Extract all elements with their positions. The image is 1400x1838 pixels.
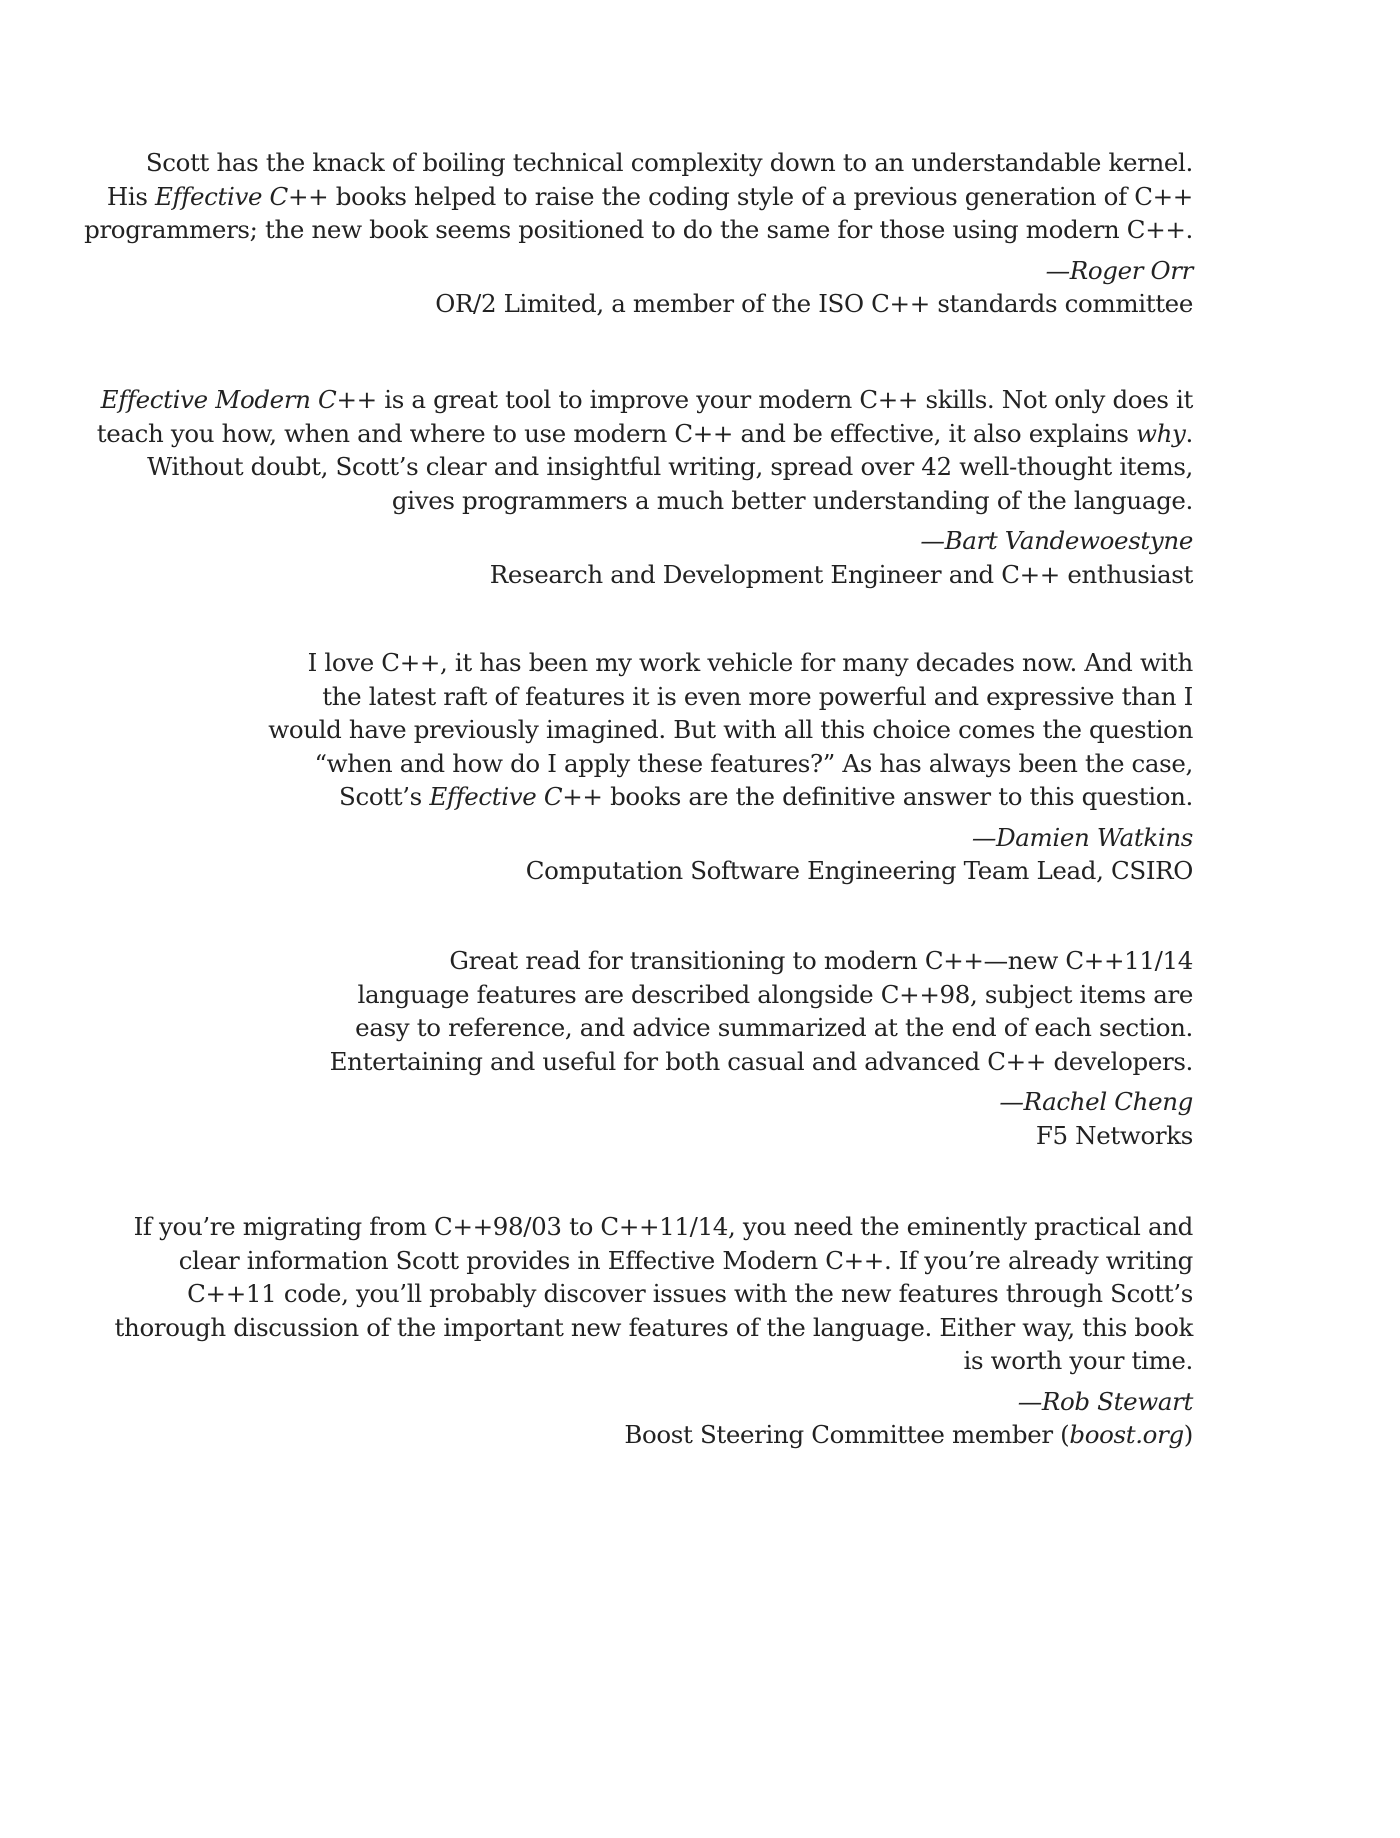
- quote-line: Scott’s Effective C++ books are the definitive answer to this question.: [339, 782, 1193, 811]
- quote-text: [330, 944, 1193, 1078]
- quote-line: gives programmers a much better understanding of the language.: [391, 485, 1193, 515]
- quote-attribution: [268, 821, 1193, 888]
- quote-line: easy to reference, and advice summarized at the end of each section.: [355, 1013, 1193, 1042]
- quote-text: [84, 146, 1193, 247]
- quote-affiliation: OR/2 Limited, a member of the ISO C++ standards committee: [435, 289, 1193, 318]
- quote-line: clear information Scott provides in Effective Modern C++. If you’re already writing: [178, 1245, 1193, 1275]
- quote-line: language features are described alongside C++98, subject items are: [357, 979, 1193, 1009]
- quote-affiliation: Research and Development Engineer and C++ enthusiast: [489, 559, 1193, 589]
- quote-line: programmers; the new book seems positioned to do the same for those using modern C++.: [84, 215, 1193, 244]
- quote-attribution: [97, 524, 1193, 591]
- quote-author: —Rachel Cheng: [999, 1087, 1193, 1116]
- quote-block: [115, 1210, 1193, 1452]
- quote-author: —Bart Vandewoestyne: [920, 526, 1193, 555]
- quote-attribution: [115, 1385, 1193, 1452]
- quote-line: thorough discussion of the important new features of the language. Either way, this book: [114, 1312, 1193, 1342]
- quote-block: [268, 646, 1193, 888]
- quote-affiliation: Boost Steering Committee member (boost.org): [624, 1420, 1193, 1449]
- quote-line: Scott has the knack of boiling technical complexity down to an understandable kernel.: [145, 148, 1193, 177]
- quote-line: I love C++, it has been my work vehicle for many decades now. And with: [307, 648, 1193, 677]
- quote-line: would have previously imagined. But with all this choice comes the question: [268, 715, 1193, 744]
- quote-line: C++11 code, you’ll probably discover issues with the new features through Scott’s: [187, 1279, 1193, 1308]
- quote-author: —Damien Watkins: [971, 822, 1193, 852]
- quote-affiliation: F5 Networks: [1035, 1120, 1193, 1150]
- quote-line: is worth your time.: [963, 1346, 1193, 1375]
- quote-line: Entertaining and useful for both casual and advanced C++ developers.: [329, 1046, 1193, 1076]
- quote-line: the latest raft of features it is even more powerful and expressive than I: [322, 681, 1193, 711]
- quote-line: Effective Modern C++ is a great tool to improve your modern C++ skills. Not only does it: [100, 385, 1193, 414]
- quote-line: His Effective C++ books helped to raise the coding style of a previous generation of C++: [106, 181, 1193, 211]
- quote-text: [97, 383, 1193, 517]
- quote-line: “when and how do I apply these features?” As has always been the case,: [314, 748, 1193, 778]
- quote-author: —Rob Stewart: [1017, 1386, 1193, 1416]
- quote-affiliation: Computation Software Engineering Team Lead, CSIRO: [525, 856, 1193, 885]
- quote-line: teach you how, when and where to use modern C++ and be effective, it also explains why.: [96, 418, 1193, 448]
- quote-attribution: [330, 1085, 1193, 1152]
- quote-block: [97, 383, 1193, 591]
- quote-attribution: [84, 254, 1193, 321]
- quote-line: Without doubt, Scott’s clear and insightful writing, spread over 42 well-thought items,: [147, 452, 1193, 481]
- quote-line: If you’re migrating from C++98/03 to C++11/14, you need the eminently practical and: [133, 1212, 1193, 1241]
- quote-block: [330, 944, 1193, 1152]
- quote-text: [115, 1210, 1193, 1378]
- quote-text: [268, 646, 1193, 814]
- quote-block: [84, 146, 1193, 321]
- quote-author: —Roger Orr: [1045, 255, 1193, 285]
- quote-line: Great read for transitioning to modern C++—new C++11/14: [449, 946, 1193, 975]
